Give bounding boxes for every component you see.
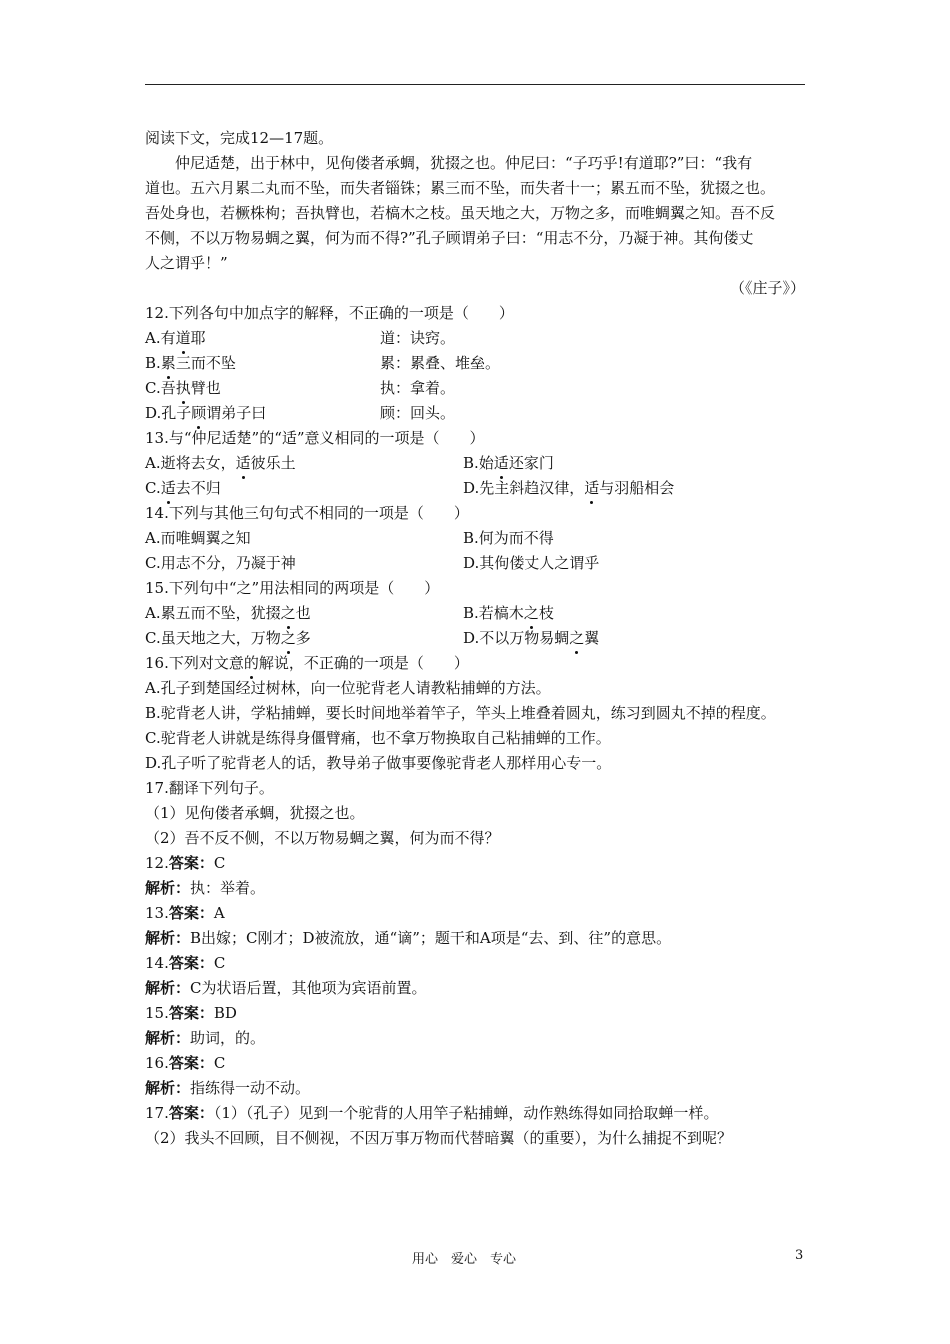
dotted-char: 之 xyxy=(569,626,584,651)
explanation-14: 解析：C为状语后置，其他项为宾语前置。 xyxy=(145,979,427,997)
q13-option-a: A.逝将去女，适彼乐土 xyxy=(145,451,463,476)
q14-option-d: D.其佝偻丈人之谓乎 xyxy=(463,554,600,572)
q13-option-b: B.始适还家门 xyxy=(463,451,815,476)
passage-source: （《庄子》） xyxy=(729,279,805,297)
header-rule xyxy=(145,84,805,85)
dotted-char: 执 xyxy=(176,376,191,401)
answer-17-line-2: （2）我头不回顾，目不侧视，不因万事万物而代替暗翼（的重要），为什么捕捉不到呢？ xyxy=(145,1129,733,1147)
q14-row-1 xyxy=(145,526,815,551)
q15-option-d: D.不以万物易蜩之翼 xyxy=(463,626,815,651)
q13-option-d: D.先主斜趋汉律，适与羽船相会 xyxy=(463,476,815,501)
explanation-15: 解析：助词，的。 xyxy=(145,1029,266,1047)
q17-stem: 17.翻译下列句子。 xyxy=(145,779,274,797)
q16-option-a: A.孔子到楚国经过树林，向一位驼背老人请教粘捕蝉的方法。 xyxy=(145,679,551,697)
q12-option-c: C.吾执臂也 执：拿着。 xyxy=(145,376,815,401)
dotted-char: 之 xyxy=(281,626,296,651)
answer-12: 12.答案：C xyxy=(145,854,226,872)
dotted-char: 适 xyxy=(494,451,509,476)
passage-line-5: 人之谓乎！” xyxy=(145,254,228,272)
q13-row-1 xyxy=(145,451,815,476)
q15-option-b: B.若槁木之枝 xyxy=(463,601,815,626)
answer-14: 14.答案：C xyxy=(145,954,226,972)
explanation-12: 解析：执：举着。 xyxy=(145,879,266,897)
q15-stem: 15.下列句中“之”用法相同的两项是（ ） xyxy=(145,579,440,597)
dotted-char: 道 xyxy=(176,326,191,351)
passage-line-4: 不侧，不以万物易蜩之翼，何为而不得?”孔子顾谓弟子曰：“用志不分，乃凝于神。其佝偻丈 xyxy=(145,229,754,247)
dotted-char: 适 xyxy=(584,476,599,501)
dotted-char: 的 xyxy=(244,651,259,676)
passage-line-2: 道也。五六月累二丸而不坠，而失者锱铢；累三而不坠，而失者十一；累五而不坠，犹掇之也。 xyxy=(145,179,776,197)
q12-gloss-d: 顾：回头。 xyxy=(380,404,456,422)
q13-option-c: C.适去不归 xyxy=(145,476,463,501)
passage-line-1: 仲尼适楚，出于林中，见佝偻者承蜩，犹掇之也。仲尼曰：“子巧乎!有道耶?”曰：“我有 xyxy=(175,154,753,172)
q17-item-1: （1）见佝偻者承蜩，犹掇之也。 xyxy=(145,804,365,822)
document-body xyxy=(145,126,815,1151)
footer-motto: 用心 爱心 专心 xyxy=(412,1252,517,1267)
dotted-char: 顾 xyxy=(191,401,206,426)
q15-option-a: A.累五而不坠，犹掇之也 xyxy=(145,601,463,626)
explanation-16: 解析：指练得一动不动。 xyxy=(145,1079,311,1097)
dotted-char: 适 xyxy=(161,476,176,501)
page-number: 3 xyxy=(795,1248,804,1263)
q14-option-b: B.何为而不得 xyxy=(463,529,554,547)
q12-option-a: A.有道耶 道：诀窍。 xyxy=(145,326,815,351)
q13-stem: 13.与“仲尼适楚”的“适”意义相同的一项是（ ） xyxy=(145,429,485,447)
q17-item-2: （2）吾不反不侧，不以万物易蜩之翼，何为而不得？ xyxy=(145,829,500,847)
q16-option-d: D.孔子听了驼背老人的话，教导弟子做事要像驼背老人那样用心专一。 xyxy=(145,754,612,772)
instruction: 阅读下文，完成12—17题。 xyxy=(145,129,334,147)
q15-row-1 xyxy=(145,601,815,626)
explanation-13: 解析：B出嫁；C刚才；D被流放，通“谪”；题干和A项是“去、到、往”的意思。 xyxy=(145,929,672,947)
q14-row-2 xyxy=(145,551,815,576)
dotted-char: 适 xyxy=(236,451,251,476)
passage-line-3: 吾处身也，若橛株枸；吾执臂也，若槁木之枝。虽天地之大，万物之多，而唯蜩翼之知。吾不反 xyxy=(145,204,776,222)
q12-gloss-b: 累：累叠、堆垒。 xyxy=(380,354,501,372)
answer-13: 13.答案：A xyxy=(145,904,225,922)
q14-stem: 14.下列与其他三句句式不相同的一项是（ ） xyxy=(145,504,469,522)
answer-15: 15.答案：BD xyxy=(145,1004,237,1022)
q12-gloss-a: 道：诀窍。 xyxy=(380,329,456,347)
answer-17-line-1: 17.答案：（1）（孔子）见到一个驼背的人用竿子粘捕蝉，动作熟练得如同拾取蝉一样。 xyxy=(145,1104,719,1122)
q12-option-d: D.孔子顾谓弟子曰 顾：回头。 xyxy=(145,401,815,426)
q12-gloss-c: 执：拿着。 xyxy=(380,379,456,397)
q16-option-c: C.驼背老人讲就是练得身僵臂痛，也不拿万物换取自己粘捕蝉的工作。 xyxy=(145,729,611,747)
q14-option-c: C.用志不分，乃凝于神 xyxy=(145,554,296,572)
dotted-char: 之 xyxy=(281,601,296,626)
q12-option-b: B.累三而不坠 累：累叠、堆垒。 xyxy=(145,351,815,376)
q16-stem: 16.下列对文意的解说，不正确的一项是（ ） xyxy=(145,651,815,676)
dotted-char: 之 xyxy=(524,601,539,626)
dotted-char: 累 xyxy=(161,351,176,376)
answer-16: 16.答案：C xyxy=(145,1054,226,1072)
q15-option-c: C.虽天地之大，万物之多 xyxy=(145,626,463,651)
q13-row-2 xyxy=(145,476,815,501)
q12-stem: 12.下列各句中加点字的解释，不正确的一项是（ ） xyxy=(145,304,514,322)
q14-option-a: A.而唯蜩翼之知 xyxy=(145,529,251,547)
q16-option-b: B.驼背老人讲，学粘捕蝉，要长时间地举着竿子，竿头上堆叠着圆丸，练习到圆丸不掉的程度。 xyxy=(145,704,776,722)
q15-row-2 xyxy=(145,626,815,651)
